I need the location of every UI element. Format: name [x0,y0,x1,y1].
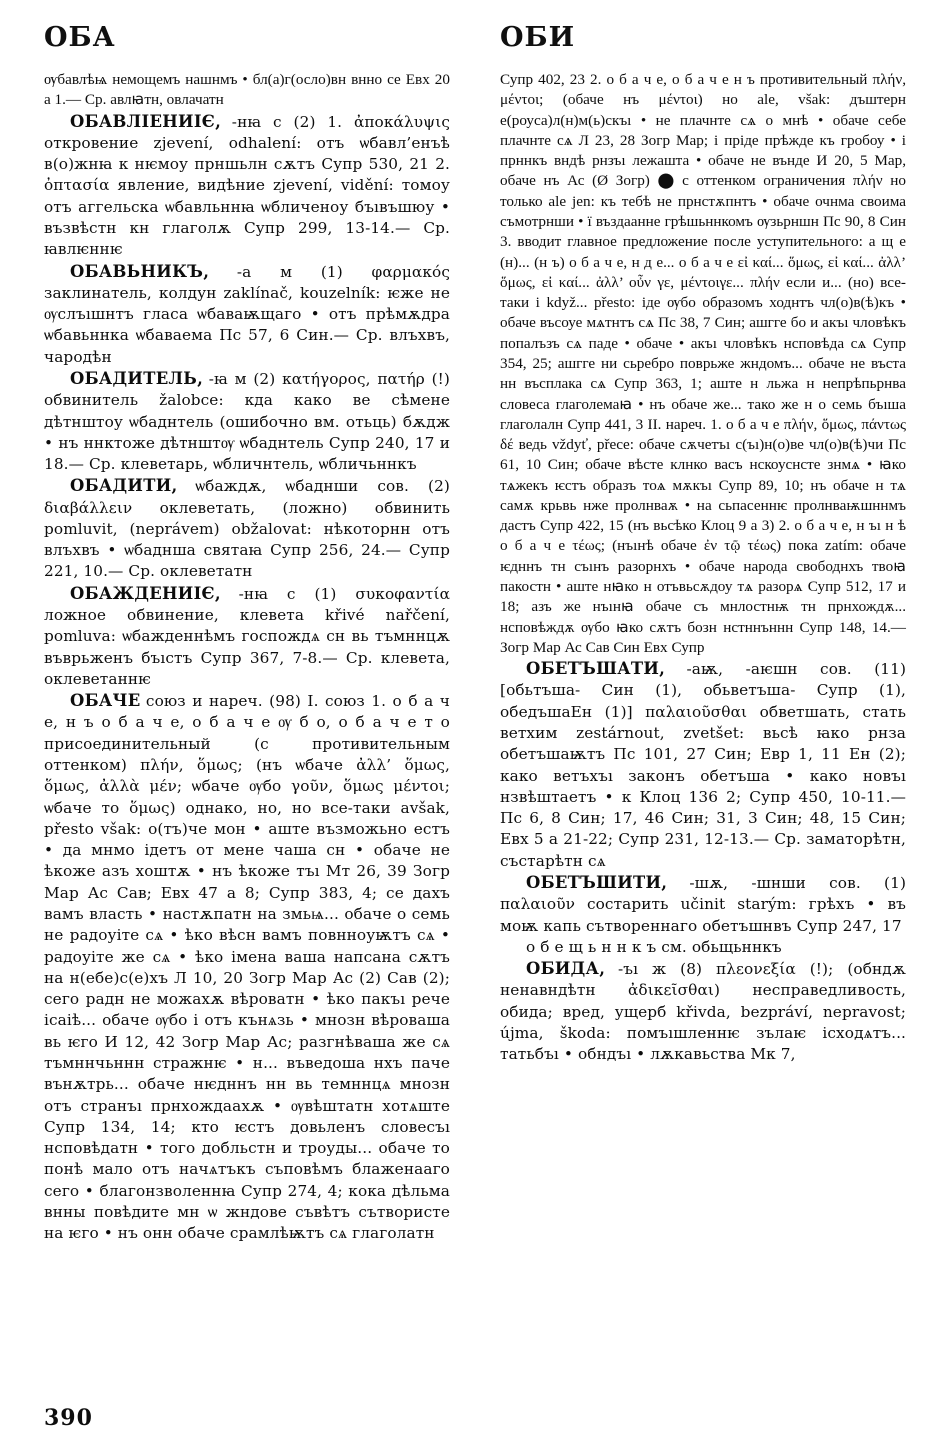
entry-obaditi [44,475,450,582]
page-number: 390 [44,1405,93,1431]
entry-body: -а м (1) φαρμακός заклинатель, колдун zaklínač, kouzelník: ѥже не ѹслъıшнтъ гласа ѡбаваѭщаго • отъ прѣмѫдра ѡбавьннка ѡбаваема Пс 57, 6 Син.— Ср. влъхвъ, чародѣн [44,262,450,366]
running-head-right-col [500,22,906,53]
text-columns [44,70,906,1244]
entry-obache [44,690,450,1244]
entry-obazhdenie [44,583,450,690]
entry-obida [500,958,906,1065]
entry-crossref-obeshchnik [500,937,906,958]
headword: ОБЕТЪШАТИ, [526,659,666,679]
entry-obavlenie [44,111,450,261]
entry-body: -шѫ, -шнши сов. (1) παλαιοῦν состарить učinit starým: грѣхъ • въ моѭ капь сътвореннаго обетъшнвъ Супр 247, 17 [500,873,907,935]
entry-body: -нꙗ с (2) 1. ἀποκάλυψις откровение zjevení, odhalení: отъ ѡбавл’енъѣ в(о)жнꙗ к нѥмоу прншьлн сѫтъ Супр 530, 21 2. ὀπτασία явление, видѣние zjevení, vidění: томоу отъ аггельска ѡбавльннꙗ ѡбличеноу бъıвъшюу • възвѣстн кн глаголѫ Супр 299, 13-14.— Ср. ꙗвлѥннѥ [44,112,451,259]
headword: ОБАДИТИ, [70,476,178,496]
running-head-left: ОБА [44,22,116,53]
entry-body: союз и нареч. (98) I. союз 1. о б а ч е, н ъ о б а ч е, о б а ч е ѹ б о, о б а ч е т о присоединительный (с противительным оттенком) πλήν, ὅμως; (нъ ѡбаче ἀλλ’ ὅμως, ὅμως, ἀλλὰ μέν; ѡбаче ѹбо γοῦν, ὅμως μέντοι; ѡбаче то ὅμως) однако, но, но все-таки avšak, přesto však: о(тъ)че мон • аште възможьно естъ • да мнмо ідетъ от мене чаша сн • обаче не ѣкоже азъ хоштѫ • нъ ѣкоже тъı Мт 26, 39 Зогр Мар Ас Сав; Евх 47 а 8; Супр 383, 4; се дахъ вамъ власть • настѫпатн на змьѩ... обаче о семь не радоуіте сѧ • ѣко вѣсн вамъ повнноуѭтъ сѧ • радоуіте же сѧ • ѣко імена ваша напсана сѫтъ на н(ебе)с(е)хъ Л 10, 20 Зогр Мар Ас (2) Сав (2); сего радн не можахѫ вѣроватн • ѣко пакъı рече ісаіѣ... обаче ѹбо і отъ кънѧзь • мнозн вѣроваша вь ѥго И 12, 42 Зогр Мар Ас; разгнѣваша же сѧ тъмннчьннн стражнѥ • н... въведоша нхъ паче вънѫтрь... обаче нѥдннъ нн вь темннцѧ мнозн отъ странъı прнхождаахѫ • ѹвѣштатн хотѧште Супр 134, 14; кто ѥстъ довьленъ словесъı нсповѣдатн • того добльстн и троуды... обаче то понѣ мало отъ начѧтъкъ съповѣмъ блаженааго сего • благонзволеннꙗ Супр 274, 4; кока дѣльма внны повѣдите мн ѡ жндове съвѣтъ сътвористе на ѥго • нъ онн обаче срамлѣѭтъ сѧ глаголатн [44,692,451,1243]
headword: ОБАЖДЕНИІЄ, [70,583,221,603]
headword: ОБАДИТЕЛЬ, [70,368,204,388]
entry-body: -аѭ, -аѥшн сов. (11) [обьтъша- Син (1), обьветъша- Супр (1), обедъшаЕн (1)] παλαιοῦσθαι обветшать, стать ветхим zestárnout, zvetšet: вьсѣ ꙗко рнза обетъшаѭтъ Пс 101, 27 Син; Евр 1, 11 Ен (2); како ветъхъı законъ обетъша • како новъı нзвѣштаетъ • к Клоц 136 2; Супр 450, 10-11.— Пс 6, 8 Син; 17, 46 Син; 31, 3 Син; 48, 15 Син; Евх 5 а 21-22; Супр 231, 12-13.— Ср. заматорѣтн, състарѣтн сѧ [500,660,907,870]
column-left [44,70,450,1244]
entry-obetshiti [500,872,906,937]
entry-body: -нꙗ с (1) συκοφαντία ложное обвинение, клевета křivé nařčení, pomluva: ѡбажденнѣмъ госпождѧ сн вь тъмннцѫ въврьженъ бъıстъ Супр 367, 7-8.— Ср. клевета, оклеветаннѥ [44,584,450,688]
entry-body: ѡбаждѫ, ѡбаднши сов. (2) διαβάλλειν оклеветать, (ложно) обвинить pomluvit, (neprávem) obžalovat: нѣкоторнн отъ влъхвъ • ѡбаднша святаꙗ Супр 256, 24.— Супр 221, 10.— Ср. оклеветатн [44,477,450,581]
entry-obavnik [44,261,450,368]
entry-body: -ꙗ м (2) κατήγορος, πατήρ (!) обвинитель žalobce: кда како ве сѣмене дѣтнштоу ѡбаднтель (ошибочно вм. отьць) бѫдж • нъ ннктоже дѣтнштѹ ѡбаднтель Супр 240, 17 и 18.— Ср. клеветарь, ѡбличнтель, ѡбличьннкъ [44,369,451,474]
entry-body: -ъı ж (8) πλεονεξία (!); (обндѫ ненавндѣтн ἀδικεῖσθαι) несправедливость, обида; вред, ущерб křivda, bezpráví, nepravost; újma, škoda: помъıшленнѥ зълаѥ ісходѧтъ... татьбъı • обндъı • лѫкавьства Мк 7, [500,960,906,1064]
running-heads [44,22,906,53]
headword: ОБАЧЕ [70,691,141,711]
entry-continuation: Супр 402, 23 2. о б а ч е, о б а ч е н ъ противительный πλήν, μέντοι; (обаче нъ μέντοι) но ale, však: дъштерн е(роуса)л(н)м(ь)скъı • не плачнте сѧ о мнѣ • обаче себе плачнте сѧ Л 23, 28 Зогр Мар; і пріде прѣжде къ гробоу • і прннкъ вндѣ рнзъı лежашта • обаче не вънде И 20, 5 Мар, обаче нъ Ас (Ø Зогр) ⬤ с оттенком ограничения πλήν но только ale jen: къ тебѣ не прнстѫпнтъ • обаче очнма своима съмотрнши • ї въздаанне грѣшьннкомъ ѹзьрншн Пс 90, 8 Син 3. вводит главное предложение после уступительного: а щ е (н)... (н ъ) о б а ч е, н д е... о б а ч е εἰ καί... ὅμως, εἰ καί... ἀλλ’ ὅμως, εἰ καί... ἀλλ’ οὖν γε, μέντοιγε... πλήν если и... (но) все-таки і když... přesto: іде ѹбо образомъ ходнтъ чл(о)в(ѣ)къ • обаче въсоуе мѧтнтъ сѧ Пс 38, 7 Син; ашгге бо и акъı чловѣкъ попалъзъ сѧ паде • обаче • акъı чловѣкъ нсповѣда сѧ Супр 354, 25; ашгге ни сьребро поврьже жндомъ... обаче не въста нн въсплака сѧ Супр 363, 1; аште н льжа н непрѣпьрнва словеса глаголемаꙗ • нъ обаче же... тако же н о семь бъıша глаголалн Супр 441, 3 II. нареч. 1. о б а ч е πλήν, ὅμως, πάντως δέ ведь vždyť, přece: обаче сѫчетъı с(ъı)н(о)ве чл(о)в(ѣ)чи Пс 61, 10 Син; обаче вѣсте клнко васъ нскоуснсте знмѧ • ꙗко тѧжекъ ѥстъ образъ тоѧ мѫкъı Супр 89, 10; нъ обаче н тѧ самѫ крьвь нже пролнваѫ • на сьпасеннѥ пролнваѭшннмъ дастъ Супр 422, 15 (нъ вьсѣко Клоц 9 а 3) 2. о б а ч е, н ъı н ѣ о б а ч е τέως; (нъıнѣ обаче ἐν τῷ τέως) пока zatím: обаче ѥдннъ тн съıнъ разорнхъ • обаче народа свободнхъ твоꙗ пакостн • аште нꙗко н отъвьсѫдоу тѧ разорѧ Супр 512, 17 и 18; азъ же нъıнꙗ обаче съ мнлостнѭ тн прнхождѫ... нсповѣждѫ ѹбо ꙗко сѫтъ бозн нстннъннн Супр 148, 14.— Зогр Мар Ас Сав Син Евх Супр [500,71,906,656]
column-right [500,70,906,1244]
running-head-right: ОБИ [500,22,576,53]
crossref-text: о б е щ ь н н к ъ см. обьщьннкъ [526,937,782,956]
headword: ОБЕТЪШИТИ, [526,872,668,892]
headword: ОБИДА, [526,959,606,979]
running-head-left-col [44,22,450,53]
entry-continuation: ѹбавлѣѩ немощемъ нашнмъ • бл(а)г(осло)вн внно се Евх 20 а 1.— Ср. авлꙗтн, овлачатн [44,71,450,109]
headword: ОБАВЛІЕНИІЄ, [70,111,222,131]
entry-obaditel [44,368,450,475]
headword: ОБАВЬНИКЪ, [70,261,210,281]
entry-obetshati [500,658,906,872]
